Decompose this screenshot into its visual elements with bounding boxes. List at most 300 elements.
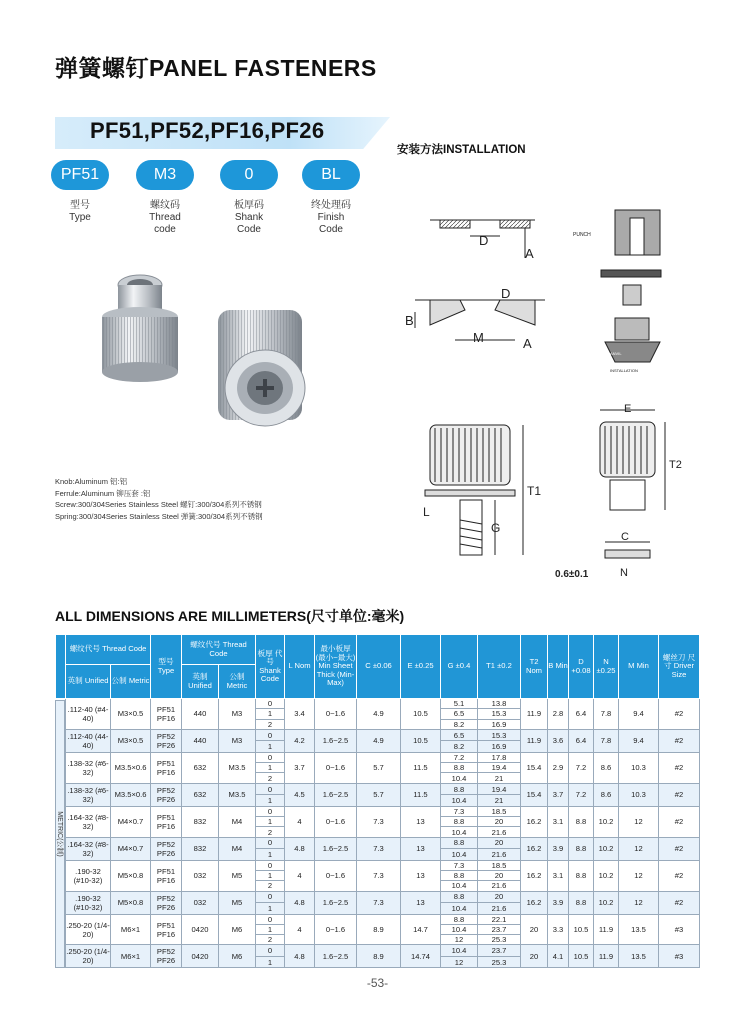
cell-m: 10.3 [619,783,659,806]
cell-n: 8.6 [594,752,619,783]
cell-t1: 21.6 [478,849,521,861]
cell-shank: 1 [256,903,285,915]
th-c: C ±0.06 [357,635,401,699]
th-shank: 板厚 代号 Shank Code [256,635,285,699]
cell-d: 8.8 [569,806,594,837]
cell-thread-metric: M3.5 [219,783,256,806]
cell-l: 4.5 [285,783,315,806]
cell-n: 10.2 [594,891,619,914]
cell-g: 7.3 [441,860,478,870]
cell-g: 10.4 [441,924,478,934]
material-screw: Screw:300/304Series Stainless Steel 螺钉:300/304系列不锈钢 [55,500,262,509]
table-row [56,699,700,709]
cell-t1: 16.9 [478,719,521,729]
installed-panel-drawing [405,286,545,351]
cell-metric: M4×0.7 [111,837,151,860]
cell-e: 13 [401,837,441,860]
cell-c: 5.7 [357,752,401,783]
cell-c: 8.9 [357,945,401,968]
cell-d: 7.2 [569,752,594,783]
cell-l: 3.7 [285,752,315,783]
cell-shank: 0 [256,945,285,957]
cell-thread-unified: 032 [182,860,219,891]
cell-l: 4 [285,860,315,891]
cell-t2: 20 [521,945,548,968]
cell-metric: M3.5×0.6 [111,783,151,806]
cell-d: 8.8 [569,837,594,860]
cell-t2: 20 [521,914,548,945]
material-knob: Knob:Aluminum 铝:铝 [55,477,128,486]
cell-driver: #3 [659,914,700,945]
cell-unified: .138-32 (#6-32) [66,783,111,806]
cell-type: PF52 PF26 [151,837,182,860]
cell-shank: 1 [256,817,285,827]
cell-m: 12 [619,837,659,860]
th-t2: T2 Nom [521,635,548,699]
cell-t2: 16.2 [521,837,548,860]
cell-shank: 1 [256,763,285,773]
cell-type: PF51 PF16 [151,914,182,945]
th-metric-2: 公制 Metric [219,665,256,699]
cell-b: 4.1 [548,945,569,968]
cell-g: 8.8 [441,891,478,903]
cell-d: 6.4 [569,699,594,730]
cell-m: 12 [619,860,659,891]
svg-text:M: M [473,330,484,345]
cell-thread-unified: 440 [182,729,219,752]
model-banner-text: PF51,PF52,PF16,PF26 [90,118,325,143]
table-row [56,752,700,762]
cell-d: 7.2 [569,783,594,806]
fastener-side-view [102,275,178,382]
table-row [56,891,700,903]
cell-g: 8.8 [441,914,478,924]
cell-type: PF51 PF16 [151,699,182,730]
cell-metric: M5×0.8 [111,860,151,891]
cell-thread-metric: M5 [219,860,256,891]
cell-b: 3.9 [548,837,569,860]
cell-unified: .190-32 (#10-32) [66,860,111,891]
cell-shank: 1 [256,741,285,753]
table-row [56,860,700,870]
cell-shank: 2 [256,881,285,891]
cell-metric: M4×0.7 [111,806,151,837]
cell-sheet: 0~1.6 [315,699,357,730]
cell-t1: 16.9 [478,741,521,753]
th-thread-code-2: 螺纹代号 Thread Code [182,635,256,665]
cell-t1: 13.8 [478,699,521,709]
cell-t1: 21.6 [478,827,521,837]
cell-t1: 21 [478,795,521,807]
cell-shank: 1 [256,956,285,968]
code-pill-finish: BL [302,160,360,190]
cell-sheet: 1.6~2.5 [315,945,357,968]
cell-sheet: 0~1.6 [315,806,357,837]
cell-driver: #2 [659,729,700,752]
cell-shank: 0 [256,783,285,795]
cell-b: 3.1 [548,806,569,837]
cell-shank: 0 [256,752,285,762]
cell-thread-unified: 632 [182,752,219,783]
cell-t2: 16.2 [521,806,548,837]
cell-d: 6.4 [569,729,594,752]
cell-sheet: 1.6~2.5 [315,837,357,860]
cell-thread-metric: M3 [219,699,256,730]
cell-unified: .138-32 (#6-32) [66,752,111,783]
cell-driver: #2 [659,699,700,730]
cell-b: 3.9 [548,891,569,914]
cell-metric: M3.5×0.6 [111,752,151,783]
code-label-type: 型号 Type [69,200,91,223]
table-row [56,914,700,924]
cell-driver: #2 [659,837,700,860]
cell-metric: M3×0.5 [111,729,151,752]
cell-c: 7.3 [357,891,401,914]
cell-b: 3.6 [548,729,569,752]
th-metric: 公制 Metric [111,665,151,699]
svg-text:N: N [620,567,628,579]
cell-unified: .164-32 (#8-32) [66,837,111,860]
cell-n: 7.8 [594,699,619,730]
cell-m: 9.4 [619,729,659,752]
table-row [56,806,700,816]
material-spring: Spring:300/304Series Stainless Steel 弹簧:300/304系列不锈钢 [55,511,263,521]
cell-n: 10.2 [594,837,619,860]
cell-type: PF52 PF26 [151,945,182,968]
material-ferrule: Ferrule:Aluminum 铆压套 :铝 [55,488,151,498]
th-m: M Min [619,635,659,699]
cell-shank: 2 [256,935,285,945]
cell-g: 8.8 [441,817,478,827]
cell-type: PF52 PF26 [151,783,182,806]
cell-g: 6.5 [441,729,478,741]
technical-drawings [405,200,695,585]
cell-t1: 22.1 [478,914,521,924]
th-type: 型号 Type [151,635,182,699]
cell-shank: 1 [256,709,285,719]
cell-l: 3.4 [285,699,315,730]
cell-c: 7.3 [357,860,401,891]
cell-t1: 23.7 [478,924,521,934]
cell-n: 7.8 [594,729,619,752]
cell-e: 14.7 [401,914,441,945]
svg-text:T1: T1 [527,484,542,498]
svg-text:ANVIL: ANVIL [610,351,622,356]
th-t1: T1 ±0.2 [478,635,521,699]
cell-n: 10.2 [594,860,619,891]
cell-thread-unified: 032 [182,891,219,914]
cell-thread-unified: 0420 [182,914,219,945]
cell-thread-unified: 440 [182,699,219,730]
th-unified: 英制 Unified [66,665,111,699]
cell-t1: 21 [478,773,521,783]
cell-g: 10.4 [441,945,478,957]
cell-shank: 0 [256,837,285,849]
cell-thread-unified: 832 [182,806,219,837]
punch-anvil-drawing [573,210,661,373]
cell-c: 7.3 [357,837,401,860]
cell-thread-metric: M5 [219,891,256,914]
cell-unified: .112-40 (44-40) [66,729,111,752]
cell-t1: 20 [478,837,521,849]
cell-thread-metric: M4 [219,837,256,860]
th-driver: 螺丝刀 尺寸 Driver Size [659,635,700,699]
spec-table [55,634,700,968]
cell-m: 9.4 [619,699,659,730]
cell-g: 6.5 [441,709,478,719]
cell-l: 4 [285,914,315,945]
cell-l: 4.8 [285,945,315,968]
cell-t1: 20 [478,870,521,880]
svg-text:E: E [624,403,632,415]
table-row [56,729,700,741]
svg-text:A: A [525,246,534,261]
cell-g: 8.2 [441,719,478,729]
cell-shank: 2 [256,827,285,837]
cell-t1: 21.6 [478,903,521,915]
cell-type: PF51 PF16 [151,752,182,783]
page-title: 弹簧螺钉PANEL FASTENERS [55,55,377,81]
cell-t1: 17.8 [478,752,521,762]
cell-m: 13.5 [619,914,659,945]
cell-shank: 0 [256,806,285,816]
svg-text:INSTALLATION: INSTALLATION [610,368,638,373]
cell-c: 5.7 [357,783,401,806]
cell-c: 7.3 [357,806,401,837]
cell-g: 10.4 [441,773,478,783]
cell-g: 10.4 [441,903,478,915]
panel-hole-drawing [430,220,535,261]
code-pill-type: PF51 [51,160,109,190]
cell-t2: 11.9 [521,699,548,730]
table-row [56,837,700,849]
code-label-shank: 板厚码 Shank Code [234,200,264,235]
cell-c: 8.9 [357,914,401,945]
cell-type: PF52 PF26 [151,891,182,914]
cell-t2: 15.4 [521,752,548,783]
cell-c: 4.9 [357,699,401,730]
cell-sheet: 0~1.6 [315,914,357,945]
th-b: B Min [548,635,569,699]
cell-metric: M6×1 [111,945,151,968]
cell-l: 4.2 [285,729,315,752]
cell-t1: 25.3 [478,956,521,968]
cell-c: 4.9 [357,729,401,752]
cell-g: 8.2 [441,741,478,753]
cell-g: 10.4 [441,881,478,891]
cell-m: 10.3 [619,752,659,783]
th-min-sheet: 最小板厚 (最小~最大) Min Sheet Thick (Min-Max) [315,635,357,699]
cell-sheet: 0~1.6 [315,860,357,891]
cell-g: 8.8 [441,870,478,880]
product-photo [90,270,330,470]
cell-sheet: 0~1.6 [315,752,357,783]
cell-metric: M3×0.5 [111,699,151,730]
cell-t1: 25.3 [478,935,521,945]
svg-text:D: D [479,233,489,248]
cell-g: 12 [441,935,478,945]
cell-l: 4 [285,806,315,837]
th-thread-code: 螺纹代号 Thread Code [66,635,151,665]
cell-t1: 19.4 [478,763,521,773]
cell-unified: .250-20 (1/4-20) [66,945,111,968]
cell-e: 14.74 [401,945,441,968]
cell-b: 3.1 [548,860,569,891]
installation-heading: 安装方法INSTALLATION [397,144,526,156]
cell-t1: 23.7 [478,945,521,957]
cell-e: 13 [401,806,441,837]
cell-metric: M6×1 [111,914,151,945]
cell-shank: 0 [256,914,285,924]
cell-t2: 15.4 [521,783,548,806]
cell-m: 12 [619,806,659,837]
cell-g: 8.8 [441,763,478,773]
cell-thread-unified: 632 [182,783,219,806]
cell-g: 10.4 [441,849,478,861]
code-label-finish: 终处理码 Finish Code [311,200,351,235]
cell-sheet: 1.6~2.5 [315,729,357,752]
cell-d: 8.8 [569,891,594,914]
metric-side-label: METRIC(公制) [55,700,65,968]
cell-thread-metric: M3.5 [219,752,256,783]
cell-shank: 0 [256,891,285,903]
th-e: E ±0.25 [401,635,441,699]
cell-n: 10.2 [594,806,619,837]
cell-m: 12 [619,891,659,914]
cell-thread-unified: 0420 [182,945,219,968]
cell-e: 13 [401,860,441,891]
cell-thread-metric: M6 [219,914,256,945]
cell-g: 10.4 [441,795,478,807]
cell-g: 8.8 [441,837,478,849]
cell-e: 10.5 [401,729,441,752]
svg-text:D: D [501,286,511,301]
cell-b: 2.8 [548,699,569,730]
cell-b: 2.9 [548,752,569,783]
cell-driver: #2 [659,783,700,806]
cell-metric: M5×0.8 [111,891,151,914]
cell-shank: 2 [256,773,285,783]
cell-thread-metric: M3 [219,729,256,752]
svg-text:A: A [523,336,532,351]
cell-unified: .112-40 (#4-40) [66,699,111,730]
cell-shank: 0 [256,860,285,870]
cell-l: 4.8 [285,837,315,860]
th-l: L Nom [285,635,315,699]
th-d: D +0.08 [569,635,594,699]
cell-t1: 20 [478,817,521,827]
cell-e: 11.5 [401,783,441,806]
cell-e: 11.5 [401,752,441,783]
cell-shank: 1 [256,870,285,880]
cell-t1: 21.6 [478,881,521,891]
th-n: N ±0.25 [594,635,619,699]
cell-driver: #2 [659,891,700,914]
cell-g: 10.4 [441,827,478,837]
cell-driver: #2 [659,752,700,783]
page-number: -53- [366,976,389,990]
cell-l: 4.8 [285,891,315,914]
cell-d: 8.8 [569,860,594,891]
th-g: G ±0.4 [441,635,478,699]
table-row [56,945,700,957]
cell-shank: 1 [256,849,285,861]
cell-unified: .190-32 (#10-32) [66,891,111,914]
svg-text:G: G [491,521,501,535]
cell-d: 10.5 [569,945,594,968]
cell-e: 10.5 [401,699,441,730]
cell-b: 3.7 [548,783,569,806]
cell-n: 11.9 [594,945,619,968]
cell-shank: 1 [256,924,285,934]
cell-t1: 18.5 [478,860,521,870]
cell-t1: 15.3 [478,709,521,719]
cell-thread-metric: M4 [219,806,256,837]
cell-driver: #3 [659,945,700,968]
code-pill-shank: 0 [220,160,278,190]
cell-sheet: 1.6~2.5 [315,783,357,806]
svg-text:C: C [621,531,629,543]
fastener-top-view [218,310,305,426]
cell-shank: 0 [256,729,285,741]
cell-type: PF52 PF26 [151,729,182,752]
cell-type: PF51 PF16 [151,860,182,891]
cell-driver: #2 [659,806,700,837]
table-row [56,783,700,795]
cell-t1: 15.3 [478,729,521,741]
cell-unified: .250-20 (1/4-20) [66,914,111,945]
cell-n: 11.9 [594,914,619,945]
cell-shank: 0 [256,699,285,709]
cell-t2: 11.9 [521,729,548,752]
cell-g: 7.3 [441,806,478,816]
code-label-thread: 螺纹码 Thread code [149,200,181,235]
dimensions-heading: ALL DIMENSIONS ARE MILLIMETERS(尺寸单位:毫米) [55,608,405,624]
cell-d: 10.5 [569,914,594,945]
cell-t1: 19.4 [478,783,521,795]
th-unified-2: 英制 Unified [182,665,219,699]
cell-sheet: 1.6~2.5 [315,891,357,914]
svg-text:PUNCH: PUNCH [573,232,591,238]
materials-list [55,476,263,522]
code-pill-thread: M3 [136,160,194,190]
svg-text:T2: T2 [669,459,682,471]
cell-b: 3.3 [548,914,569,945]
cell-t1: 20 [478,891,521,903]
cell-e: 13 [401,891,441,914]
cell-t2: 16.2 [521,860,548,891]
cell-type: PF51 PF16 [151,806,182,837]
svg-text:L: L [423,505,430,519]
svg-text:0.6±0.1: 0.6±0.1 [555,569,589,580]
fastener-dimension-drawing-left [423,425,541,555]
cell-n: 8.6 [594,783,619,806]
cell-unified: .164-32 (#8-32) [66,806,111,837]
cell-thread-unified: 832 [182,837,219,860]
cell-g: 7.2 [441,752,478,762]
cell-thread-metric: M6 [219,945,256,968]
cell-shank: 1 [256,795,285,807]
cell-shank: 2 [256,719,285,729]
cell-g: 12 [441,956,478,968]
cell-driver: #2 [659,860,700,891]
cell-t2: 16.2 [521,891,548,914]
cell-t1: 18.5 [478,806,521,816]
cell-m: 13.5 [619,945,659,968]
cell-g: 8.8 [441,783,478,795]
fastener-dimension-drawing-right [555,403,682,580]
cell-g: 5.1 [441,699,478,709]
